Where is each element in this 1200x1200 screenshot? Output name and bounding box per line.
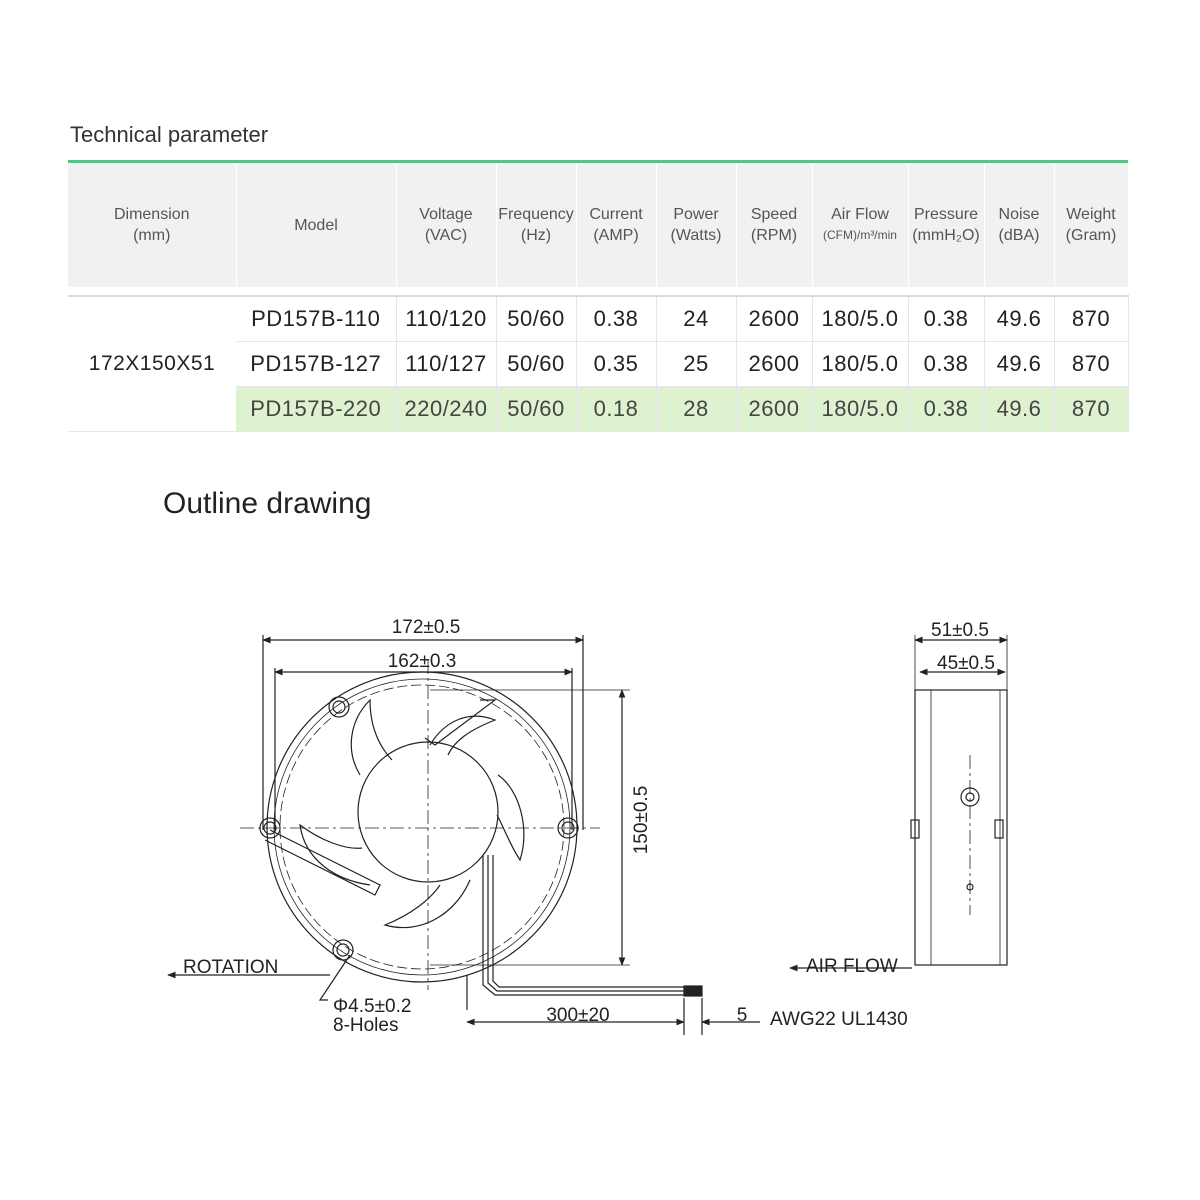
cell-frequency: 50/60 <box>496 342 576 387</box>
cell-pressure: 0.38 <box>908 387 984 432</box>
header-speed: Speed (RPM) <box>736 163 812 287</box>
cell-frequency: 50/60 <box>496 296 576 342</box>
header-dimension: Dimension (mm) <box>68 163 236 287</box>
cell-airflow: 180/5.0 <box>812 387 908 432</box>
rotation-label: ROTATION <box>183 957 279 978</box>
cell-voltage: 110/120 <box>396 296 496 342</box>
cell-airflow: 180/5.0 <box>812 296 908 342</box>
dimension-cell: 172X150X51 <box>68 296 236 432</box>
header-airflow: Air Flow (CFM)/m³/min <box>812 163 908 287</box>
cell-model: PD157B-220 <box>236 387 396 432</box>
cell-noise: 49.6 <box>984 342 1054 387</box>
header-noise: Noise (dBA) <box>984 163 1054 287</box>
cell-pressure: 0.38 <box>908 296 984 342</box>
dim-height: 150±0.5 <box>631 785 652 855</box>
cell-current: 0.38 <box>576 296 656 342</box>
cell-voltage: 110/127 <box>396 342 496 387</box>
hole-count-label: 8-Holes <box>333 1015 399 1036</box>
strip-length-label: 5 <box>736 1005 748 1026</box>
hole-diameter-label: Φ4.5±0.2 <box>333 996 412 1017</box>
cell-weight: 870 <box>1054 342 1128 387</box>
wire-spec-label: AWG22 UL1430 <box>770 1009 908 1030</box>
header-weight: Weight (Gram) <box>1054 163 1128 287</box>
dim-width-inner: 162±0.3 <box>387 651 457 672</box>
cell-power: 25 <box>656 342 736 387</box>
cell-model: PD157B-110 <box>236 296 396 342</box>
header-voltage: Voltage (VAC) <box>396 163 496 287</box>
cell-power: 28 <box>656 387 736 432</box>
cell-current: 0.18 <box>576 387 656 432</box>
header-pressure: Pressure (mmH₂O) <box>908 163 984 287</box>
section-title-technical: Technical parameter <box>70 122 269 147</box>
cell-weight: 870 <box>1054 296 1128 342</box>
cell-speed: 2600 <box>736 342 812 387</box>
section-title-outline: Outline drawing <box>163 487 372 520</box>
cell-model: PD157B-127 <box>236 342 396 387</box>
dim-depth-inner: 45±0.5 <box>937 653 995 674</box>
lead-length-label: 300±20 <box>546 1005 610 1026</box>
airflow-label: AIR FLOW <box>806 956 898 977</box>
cell-speed: 2600 <box>736 387 812 432</box>
cell-power: 24 <box>656 296 736 342</box>
dim-depth-outer: 51±0.5 <box>931 620 989 641</box>
header-model: Model <box>236 163 396 287</box>
cell-current: 0.35 <box>576 342 656 387</box>
cell-pressure: 0.38 <box>908 342 984 387</box>
header-frequency: Frequency (Hz) <box>496 163 576 287</box>
header-power: Power (Watts) <box>656 163 736 287</box>
cell-airflow: 180/5.0 <box>812 342 908 387</box>
cell-frequency: 50/60 <box>496 387 576 432</box>
cell-voltage: 220/240 <box>396 387 496 432</box>
cell-weight: 870 <box>1054 387 1128 432</box>
dim-width-outer: 172±0.5 <box>391 617 461 638</box>
cell-speed: 2600 <box>736 296 812 342</box>
cell-noise: 49.6 <box>984 296 1054 342</box>
header-current: Current (AMP) <box>576 163 656 287</box>
cell-noise: 49.6 <box>984 387 1054 432</box>
